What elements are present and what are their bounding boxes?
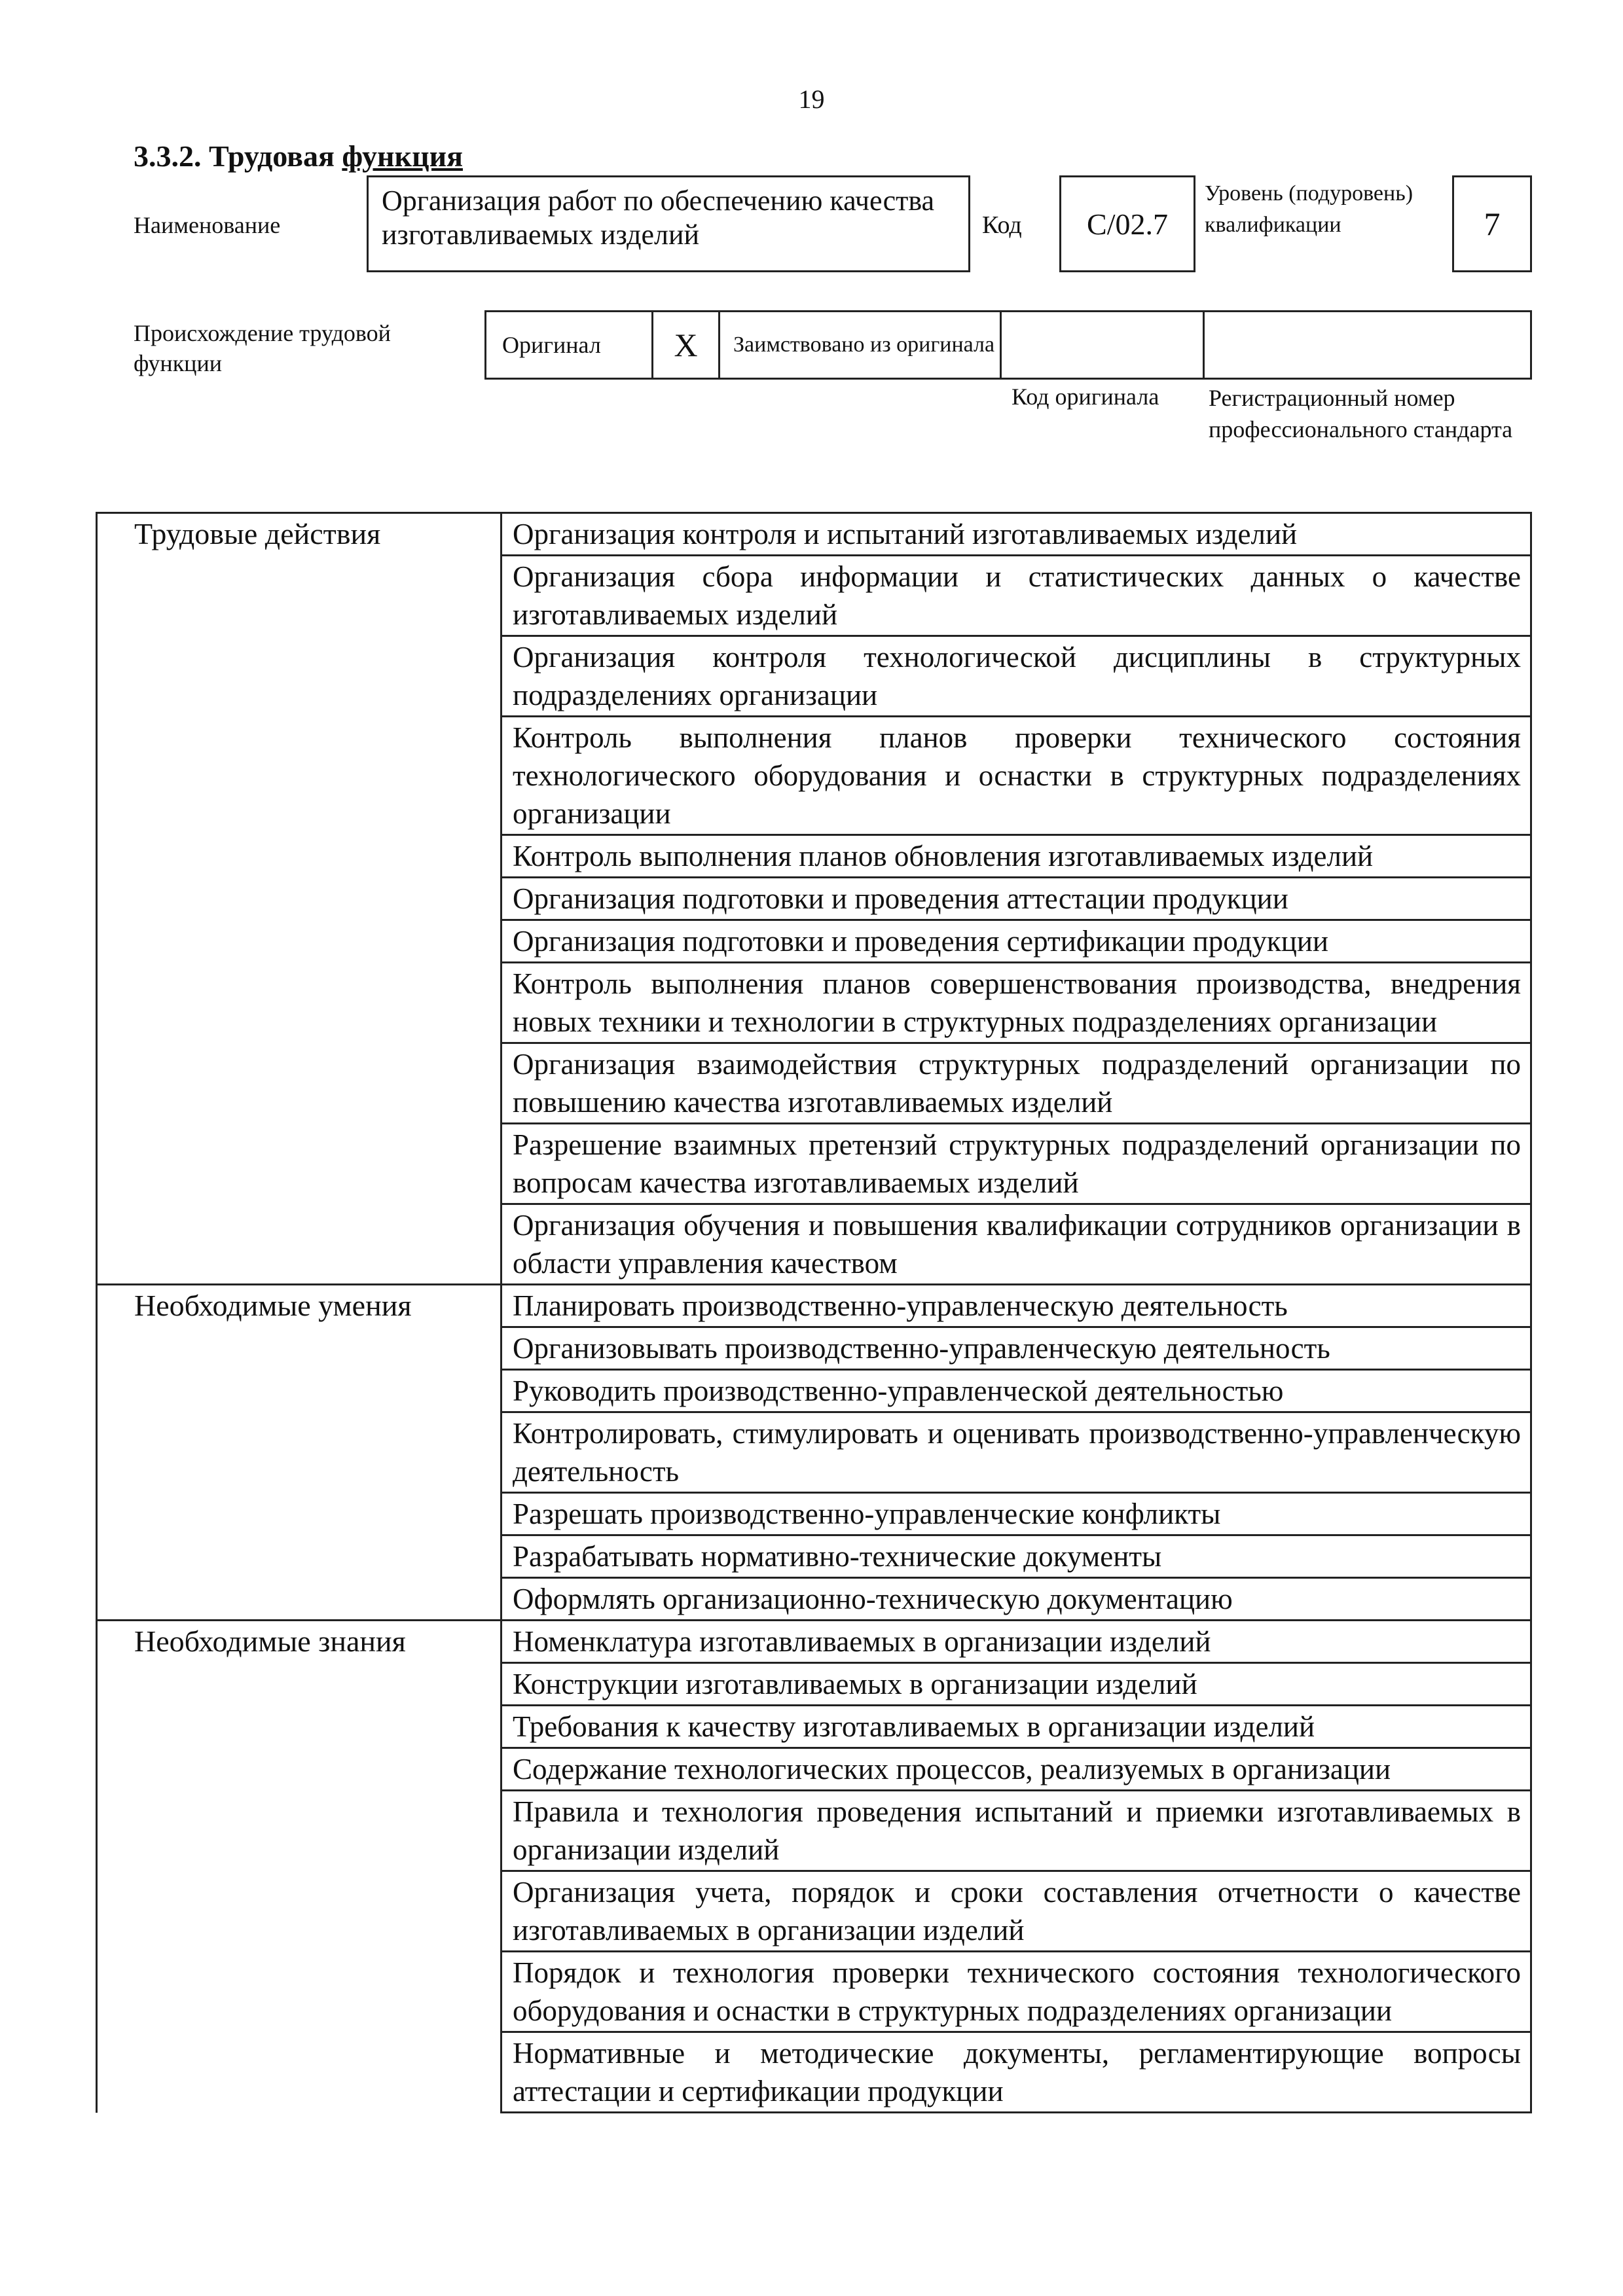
group-item: Требования к качеству изготавливаемых в организации изделий — [501, 1706, 1531, 1748]
group-item: Разрабатывать нормативно-технические документы — [501, 1535, 1531, 1578]
group-item: Организация контроля технологической дисциплины в структурных подразделениях организации — [501, 636, 1531, 717]
origin-original-label: Оригинал — [486, 312, 653, 378]
section-title-part1: Трудовая — [209, 139, 342, 173]
code-value-box: C/02.7 — [1059, 175, 1195, 272]
group-item: Планировать производственно-управленческую деятельность — [501, 1285, 1531, 1327]
group-item: Разрешать производственно-управленческие конфликты — [501, 1493, 1531, 1535]
group-item: Организация контроля и испытаний изготавливаемых изделий — [501, 513, 1531, 556]
group-item: Организация взаимодействия структурных подразделений организации по повышению качества изготавливаемых изделий — [501, 1043, 1531, 1124]
origin-original-mark: X — [653, 312, 720, 378]
group-item: Номенклатура изготавливаемых в организации изделий — [501, 1621, 1531, 1663]
origin-reg-number-cell — [1205, 312, 1530, 378]
group-item: Контроль выполнения планов обновления изготавливаемых изделий — [501, 835, 1531, 878]
group-label: Трудовые действия — [97, 513, 501, 1285]
table-row — [97, 1621, 1531, 1663]
name-value-box: Организация работ по обеспечению качества изготавливаемых изделий — [367, 175, 970, 272]
origin-label: Происхождение трудовой функции — [134, 320, 391, 376]
group-item: Правила и технология проведения испытаний и приемки изготавливаемых в организации изделий — [501, 1791, 1531, 1871]
group-item: Оформлять организационно-техническую документацию — [501, 1578, 1531, 1621]
group-item: Контроль выполнения планов совершенствования производства, внедрения новых техники и технологии в структурных подразделениях организации — [501, 963, 1531, 1043]
functions-table — [96, 512, 1532, 2113]
group-item: Руководить производственно-управленческой деятельностью — [501, 1370, 1531, 1412]
section-number: 3.3.2. — [134, 139, 202, 173]
group-item: Организовывать производственно-управленческую деятельность — [501, 1327, 1531, 1370]
group-item: Конструкции изготавливаемых в организации изделий — [501, 1663, 1531, 1706]
group-item: Разрешение взаимных претензий структурных подразделений организации по вопросам качества изготавливаемых изделий — [501, 1124, 1531, 1204]
group-item: Организация сбора информации и статистических данных о качестве изготавливаемых изделий — [501, 556, 1531, 636]
origin-row — [484, 310, 1532, 380]
group-item: Контроль выполнения планов проверки технического состояния технологического оборудования и оснастки в структурных подразделениях организации — [501, 717, 1531, 835]
group-label: Необходимые знания — [97, 1621, 501, 2113]
name-label: Наименование — [134, 212, 281, 238]
code-original-caption: Код оригинала — [1012, 384, 1159, 410]
group-label: Необходимые умения — [97, 1285, 501, 1621]
group-item: Содержание технологических процессов, реализуемых в организации — [501, 1748, 1531, 1791]
level-value-box: 7 — [1452, 175, 1532, 272]
group-item: Порядок и технология проверки технического состояния технологического оборудования и оснастки в структурных подразделениях организации — [501, 1952, 1531, 2032]
origin-code-cell — [1002, 312, 1205, 378]
group-item: Организация учета, порядок и сроки составления отчетности о качестве изготавливаемых в организации изделий — [501, 1871, 1531, 1952]
origin-borrowed-label: Заимствовано из оригинала — [720, 312, 1002, 378]
table-row — [97, 513, 1531, 556]
section-title-part2: функция — [342, 139, 463, 173]
table-row — [97, 1285, 1531, 1327]
group-item: Организация подготовки и проведения аттестации продукции — [501, 878, 1531, 920]
reg-number-caption: Регистрационный номер профессионального стандарта — [1209, 385, 1513, 442]
page-number: 19 — [798, 84, 825, 114]
group-item: Контролировать, стимулировать и оценивать производственно-управленческую деятельность — [501, 1412, 1531, 1493]
section-title — [134, 139, 463, 173]
code-label: Код — [982, 211, 1022, 239]
group-item: Организация обучения и повышения квалификации сотрудников организации в области управления качеством — [501, 1204, 1531, 1285]
group-item: Нормативные и методические документы, регламентирующие вопросы аттестации и сертификации продукции — [501, 2032, 1531, 2113]
group-item: Организация подготовки и проведения сертификации продукции — [501, 920, 1531, 963]
level-label: Уровень (подуровень) квалификации — [1205, 181, 1413, 237]
